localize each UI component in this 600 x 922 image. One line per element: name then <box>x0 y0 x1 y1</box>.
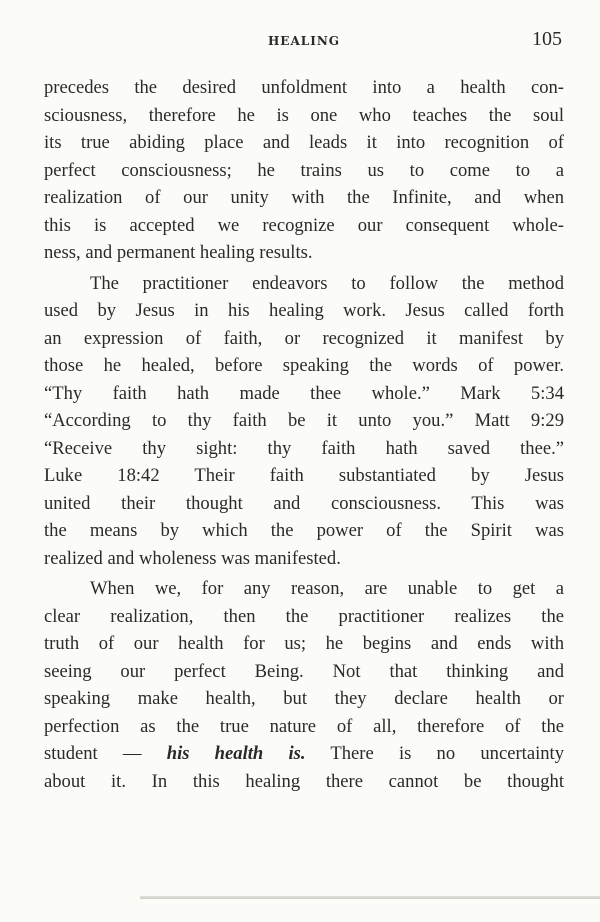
text-line: its true abiding place and leads it into recognition of <box>44 132 564 153</box>
running-title: HEALING <box>267 34 341 48</box>
page-edge-shadow <box>140 896 600 899</box>
body-text <box>44 74 564 795</box>
running-head <box>44 28 564 52</box>
text-line: “Thy faith hath made thee whole.” Mark 5:34 <box>44 382 564 404</box>
text-line: used by Jesus in his healing work. Jesus called forth <box>44 300 564 321</box>
text-line: perfect consciousness; he trains us to come to a <box>44 159 564 181</box>
paragraph-1 <box>44 74 564 267</box>
text-line: perfection as the true nature of all, therefore of the <box>44 715 564 737</box>
text-line: the means by which the power of the Spirit was <box>44 520 564 541</box>
page-number: 105 <box>532 28 562 50</box>
text-line: clear realization, then the practitioner realizes the <box>44 605 564 627</box>
text-line: “Receive thy sight: thy faith hath saved thee.” <box>44 437 564 459</box>
text-line: realized and wholeness was manifested. <box>44 547 341 569</box>
paragraph-3 <box>44 575 564 795</box>
text-line: united their thought and consciousness. This was <box>44 492 564 514</box>
text-line: this is accepted we recognize our consequent whole- <box>44 214 564 236</box>
text-line: When we, for any reason, are unable to get a <box>90 578 564 599</box>
text-line: about it. In this healing there cannot be thought <box>44 770 564 792</box>
text-line: precedes the desired unfoldment into a health con- <box>44 77 564 98</box>
text-line: realization of our unity with the Infinite, and when <box>44 187 564 208</box>
text-line: an expression of faith, or recognized it manifest by <box>44 327 564 349</box>
text-line-with-emphasis <box>44 740 564 768</box>
text-line: “According to thy faith be it unto you.” Matt 9:29 <box>44 410 564 431</box>
text-line: ness, and permanent healing results. <box>44 242 313 263</box>
text-line: speaking make health, but they declare health or <box>44 688 564 709</box>
text-fragment: student — <box>44 743 142 764</box>
text-line: seeing our perfect Being. Not that thinking and <box>44 660 564 682</box>
text-line: The practitioner endeavors to follow the method <box>90 272 564 294</box>
text-line: truth of our health for us; he begins and ends with <box>44 633 564 654</box>
text-fragment: There is no uncertainty <box>330 743 564 764</box>
text-line: sciousness, therefore he is one who teaches the soul <box>44 104 564 126</box>
text-line: Luke 18:42 Their faith substantiated by Jesus <box>44 465 564 486</box>
paragraph-2 <box>44 270 564 573</box>
emphasized-text: his health is. <box>166 743 306 764</box>
text-line: those he healed, before speaking the words of power. <box>44 355 564 376</box>
